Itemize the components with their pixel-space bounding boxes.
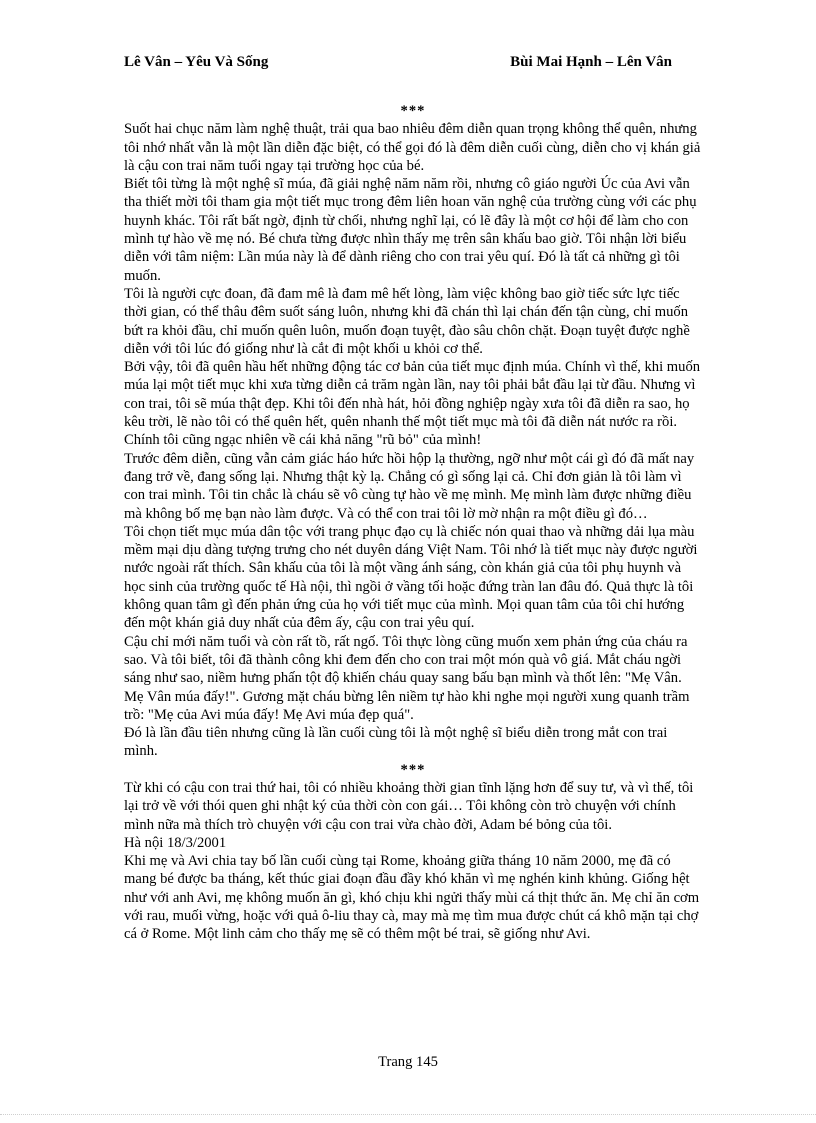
body-paragraph: Khi mẹ và Avi chia tay bố lần cuối cùng tại Rome, khoảng giữa tháng 10 năm 2000, mẹ đã có mang bé được ba tháng, kết thúc giai đoạn đầu đầy khó khăn vì mẹ nghén kinh khủng. Giống hệt như với anh Avi, mẹ không muốn ăn gì, khó chịu khi ngửi thấy mùi cá thịt thức ăn. Mẹ chỉ ăn cơm với rau, muối vừng, hoặc với quả ô-liu thay cà, may mà mẹ tìm mua được chút cá khô mặn tại chợ cá ở Rome. Một linh cảm cho thấy mẹ sẽ có thêm một bé trai, sẽ giống như Avi. [124,853,700,943]
running-header [124,54,672,71]
body-paragraph: Tôi là người cực đoan, đã đam mê là đam mê hết lòng, làm việc không bao giờ tiếc sức lực tiếc thời gian, có thể thâu đêm suốt sáng luôn, nhưng khi đã chán thì lại chán đến tận cùng, chỉ muốn bứt ra khỏi đầu, chỉ muốn quên luôn, muốn đoạn tuyệt, đào sâu chôn chặt. Đoạn tuyệt được nghề diễn với tôi lúc đó giống như là cắt đi một khối u khỏi cơ thể. [124,285,690,357]
body-paragraph: Cậu chỉ mới năm tuổi và còn rất tồ, rất ngố. Tôi thực lòng cũng muốn xem phản ứng của cháu ra sao. Và tôi biết, tôi đã thành công khi đem đến cho con trai một món quà vô giá. Mắt cháu ngời sáng như sao, niềm hưng phấn tột độ khiến cháu quay sang bấu bạn mình và thốt lên: "Mẹ Vân. Mẹ Vân múa đấy!". Gương mặt cháu bừng lên niềm tự hào khi nghe mọi người xung quanh trầm trồ: "Mẹ của Avi múa đấy! Mẹ Avi múa đẹp quá". [124,633,690,723]
body-paragraph: Từ khi có cậu con trai thứ hai, tôi có nhiều khoảng thời gian tĩnh lặng hơn để suy tư, và vì thế, tôi lại trở về với thói quen ghi nhật ký của thời còn con gái… Tôi không còn trò chuyện với chính mình nữa mà thích trò chuyện với cậu con trai vừa chào đời, Adam bé bỏng của tôi. [124,779,694,833]
body-paragraph: Hà nội 18/3/2001 [124,834,227,851]
section-separator: *** [400,103,426,119]
page-bottom-border [0,1114,816,1115]
page-body [124,102,702,944]
body-paragraph: Bởi vậy, tôi đã quên hầu hết những động tác cơ bản của tiết mục định múa. Chính vì thế, khi muốn múa lại một tiết mục khi xưa từng diễn cả trăm ngàn lần, nay tôi phải bắt đầu lại từ đầu. Nhưng vì con trai, tôi sẽ múa thật đẹp. Khi tôi đến nhà hát, hỏi đồng nghiệp ngày xưa tôi đã diễn ra sao, họ kêu trời, lẽ nào tôi có thể quên hết, quên nhanh thế một tiết mục mà tôi đã diễn nát nước ra rồi. Chính tôi cũng ngạc nhiên về cái khả năng "rũ bỏ" của mình! [124,359,701,449]
body-paragraph: Đó là lần đầu tiên nhưng cũng là lần cuối cùng tôi là một nghệ sĩ biểu diễn trong mắt con trai mình. [124,725,668,760]
body-paragraph: Tôi chọn tiết mục múa dân tộc với trang phục đạo cụ là chiếc nón quai thao và những dải lụa màu mềm mại dịu dàng tượng trưng cho nét duyên dáng Việt Nam. Tôi nhớ là tiết mục này được người nước ngoài rất thích. Sân khấu của tôi là một vầng ánh sáng, còn khán giả của tôi phụ huynh và học sinh của trường quốc tế Hà nội, thì ngồi ở vầng tối hoặc đứng tràn lan đâu đó. Quả thực là tôi không quan tâm gì đến phản ứng của họ với tiết mục của mình. Mọi quan tâm của tôi chỉ hướng đến một khán giả duy nhất của đêm ấy, cậu con trai yêu quí. [124,523,698,632]
body-paragraph: Trước đêm diễn, cũng vẫn cảm giác háo hức hồi hộp lạ thường, ngỡ như một cái gì đó đã mất nay đang trở về, đang sống lại. Nhưng thật kỳ lạ. Chẳng có gì sống lại cả. Chỉ đơn giản là tôi làm vì con trai mình. Tôi tin chắc là cháu sẽ vô cùng tự hào về mẹ mình. Mẹ mình làm được những điều mà không bố mẹ bạn nào làm được. Và có thể con trai tôi lờ mờ nhận ra một điều gì đó… [124,450,695,522]
section-separator: *** [400,761,426,778]
body-paragraph: Biết tôi từng là một nghệ sĩ múa, đã giải nghệ năm năm rồi, nhưng cô giáo người Úc của Avi vẫn tha thiết mời tôi tham gia một tiết mục trong đêm liên hoan văn nghệ của trường cùng với các phụ huynh khác. Tôi rất bất ngờ, định từ chối, nhưng nghĩ lại, có lẽ đây là một cơ hội để làm cho con mình tự hào về mẹ nó. Bé chưa từng được nhìn thấy mẹ trên sân khấu bao giờ. Tôi nhận lời biểu diễn với tâm niệm: Lần múa này là để dành riêng cho con trai yêu quí. Đó là tất cả những gì tôi muốn. [124,176,697,284]
body-paragraph: Suốt hai chục năm làm nghệ thuật, trải qua bao nhiêu đêm diễn quan trọng không thể quên, nhưng tôi nhớ nhất vẫn là một lần diễn đặc biệt, có thể gọi đó là đêm diễn cuối cùng, diễn cho vị khán giả là cậu con trai năm tuổi ngay tại trường học của bé. [124,121,701,174]
header-right-title: Bùi Mai Hạnh – Lên Vân [510,54,672,70]
page-number: Trang 145 [378,1054,438,1070]
header-left-title: Lê Vân – Yêu Và Sống [124,54,269,70]
